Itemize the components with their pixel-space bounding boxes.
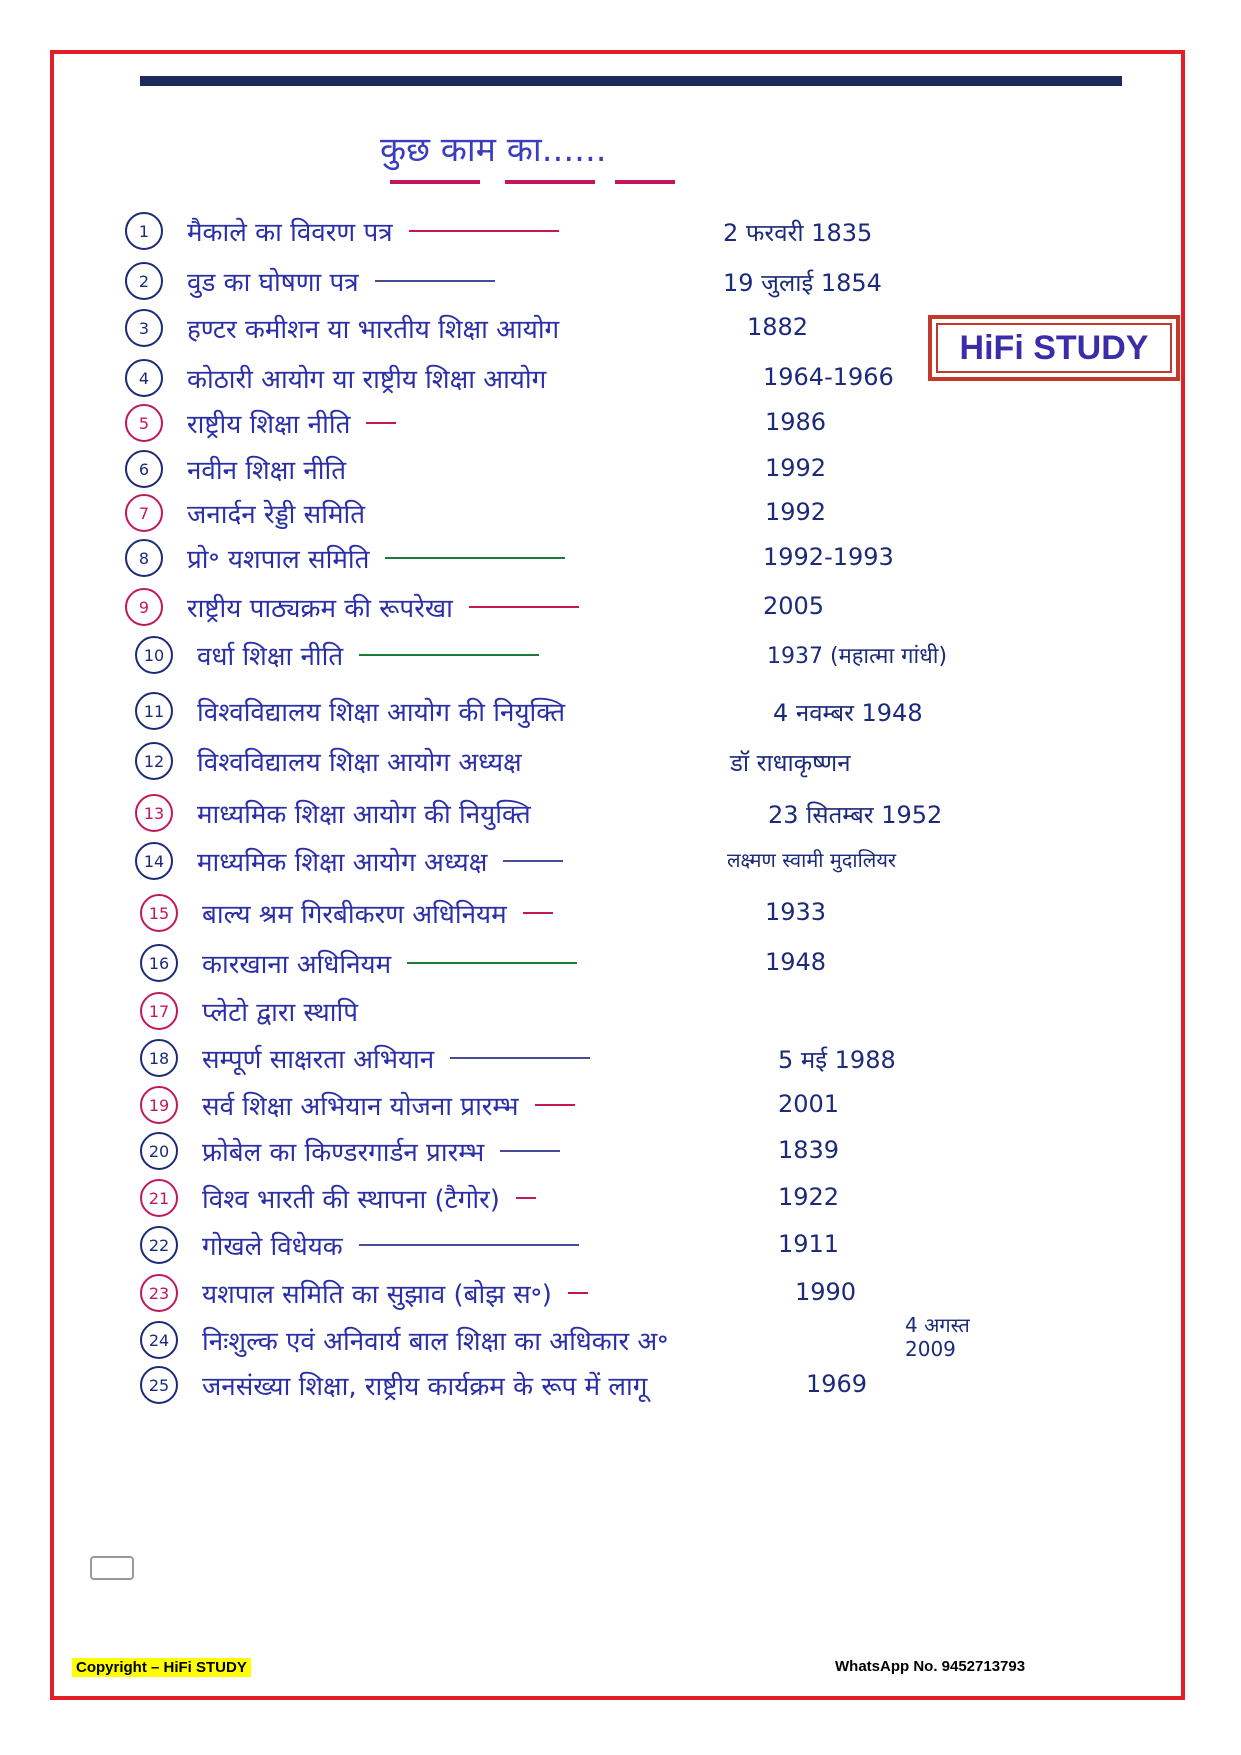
item-number: 9 — [125, 588, 163, 626]
item-text: कारखाना अधिनियम — [202, 950, 392, 980]
item-text: फ्रोबेल का किण्डरगार्डन प्रारम्भ — [202, 1138, 485, 1168]
list-item — [140, 1082, 1140, 1128]
list-item — [125, 535, 1125, 581]
item-number: 24 — [140, 1321, 178, 1359]
item-value: 1933 — [765, 898, 827, 926]
item-text: विश्वविद्यालय शिक्षा आयोग की नियुक्ति — [197, 698, 566, 728]
list-item — [135, 838, 1135, 884]
item-text: राष्ट्रीय पाठ्यक्रम की रूपरेखा — [187, 594, 453, 624]
item-value: 1992-1993 — [763, 543, 894, 571]
item-number: 12 — [135, 742, 173, 780]
item-text: जनार्दन रेड्डी समिति — [187, 500, 366, 530]
list-item — [125, 208, 1125, 254]
leader-line — [503, 860, 563, 862]
item-value: 2001 — [778, 1090, 840, 1118]
item-text: हण्टर कमीशन या भारतीय शिक्षा आयोग — [187, 315, 560, 345]
leader-line — [375, 280, 495, 282]
item-text: बाल्य श्रम गिरबीकरण अधिनियम — [202, 900, 507, 930]
item-text: राष्ट्रीय शिक्षा नीति — [187, 410, 351, 440]
title-underline — [505, 180, 595, 184]
list-item — [140, 1362, 1140, 1408]
leader-line — [516, 1197, 536, 1199]
item-number: 20 — [140, 1132, 178, 1170]
list-item — [140, 940, 1140, 986]
item-text: माध्यमिक शिक्षा आयोग की नियुक्ति — [197, 800, 531, 830]
item-text: सर्व शिक्षा अभियान योजना प्रारम्भ — [202, 1092, 519, 1122]
item-number: 5 — [125, 404, 163, 442]
item-value: 2 फरवरी 1835 — [723, 219, 873, 247]
leader-line — [450, 1057, 590, 1059]
item-value: 1969 — [806, 1370, 868, 1398]
item-number: 4 — [125, 359, 163, 397]
item-text: विश्वविद्यालय शिक्षा आयोग अध्यक्ष — [197, 748, 522, 778]
leader-line — [535, 1104, 575, 1106]
item-number: 23 — [140, 1274, 178, 1312]
item-text: कोठारी आयोग या राष्ट्रीय शिक्षा आयोग — [187, 365, 547, 395]
list-item — [125, 400, 1125, 446]
item-value: 1937 (महात्मा गांधी) — [767, 644, 948, 669]
list-item — [125, 584, 1125, 630]
item-number: 19 — [140, 1086, 178, 1124]
item-value: 1986 — [765, 408, 827, 436]
item-value: 5 मई 1988 — [778, 1046, 896, 1074]
item-value: 4 अगस्त 2009 — [905, 1313, 970, 1361]
corner-mark — [90, 1556, 134, 1580]
list-item — [140, 1175, 1140, 1221]
item-value: 2005 — [763, 592, 825, 620]
leader-line — [469, 606, 579, 608]
item-value: 1882 — [747, 313, 809, 341]
item-value: लक्ष्मण स्वामी मुदालियर — [727, 848, 897, 872]
leader-line — [366, 422, 396, 424]
item-number: 8 — [125, 539, 163, 577]
page-top-strip — [140, 76, 1122, 86]
item-text: विश्व भारती की स्थापना (टैगोर) — [202, 1185, 500, 1215]
item-value: 1992 — [765, 454, 827, 482]
item-number: 11 — [135, 692, 173, 730]
copyright-notice: Copyright – HiFi STUDY — [72, 1658, 251, 1677]
leader-line — [407, 962, 577, 964]
item-number: 10 — [135, 636, 173, 674]
item-value: 1922 — [778, 1183, 840, 1211]
list-item — [125, 258, 1125, 304]
list-item — [140, 988, 1140, 1034]
list-item — [140, 1222, 1140, 1268]
leader-line — [500, 1150, 560, 1152]
item-number: 3 — [125, 309, 163, 347]
list-item — [125, 446, 1125, 492]
list-item — [135, 790, 1135, 836]
watermark-badge — [928, 315, 1180, 381]
list-item — [125, 490, 1125, 536]
list-item — [140, 1128, 1140, 1174]
item-text: सम्पूर्ण साक्षरता अभियान — [202, 1045, 435, 1075]
item-value: 1990 — [795, 1278, 857, 1306]
item-text: जनसंख्या शिक्षा, राष्ट्रीय कार्यक्रम के रूप में लागू — [202, 1372, 648, 1402]
list-item — [140, 890, 1140, 936]
leader-line — [359, 1244, 579, 1246]
item-text: वर्धा शिक्षा नीति — [197, 642, 344, 672]
item-number: 6 — [125, 450, 163, 488]
item-number: 2 — [125, 262, 163, 300]
title-underline — [390, 180, 480, 184]
leader-line — [385, 557, 565, 559]
item-value: 1911 — [778, 1230, 840, 1258]
item-number: 25 — [140, 1366, 178, 1404]
item-text: यशपाल समिति का सुझाव (बोझ स॰) — [202, 1280, 552, 1310]
leader-line — [409, 230, 559, 232]
list-item — [135, 738, 1135, 784]
page-title: कुछ काम का...... — [380, 130, 607, 170]
item-value: 1948 — [765, 948, 827, 976]
item-value: डॉ राधाकृष्णन — [730, 749, 851, 777]
item-value: 1839 — [778, 1136, 840, 1164]
item-number: 17 — [140, 992, 178, 1030]
item-value: 1964-1966 — [763, 363, 894, 391]
item-text: प्रो॰ यशपाल समिति — [187, 545, 370, 575]
item-text: वुड का घोषणा पत्र — [187, 268, 359, 298]
item-number: 14 — [135, 842, 173, 880]
item-text: माध्यमिक शिक्षा आयोग अध्यक्ष — [197, 848, 488, 878]
item-number: 22 — [140, 1226, 178, 1264]
item-text: निःशुल्क एवं अनिवार्य बाल शिक्षा का अधिकार अ॰ — [202, 1327, 669, 1357]
leader-line — [523, 912, 553, 914]
item-number: 16 — [140, 944, 178, 982]
leader-line — [359, 654, 539, 656]
item-number: 7 — [125, 494, 163, 532]
list-item — [135, 688, 1135, 734]
item-text: प्लेटो द्वारा स्थापि — [202, 998, 358, 1028]
list-item — [140, 1270, 1140, 1316]
item-number: 13 — [135, 794, 173, 832]
list-item — [135, 632, 1135, 678]
item-text: गोखले विधेयक — [202, 1232, 343, 1262]
item-number: 18 — [140, 1039, 178, 1077]
item-text: नवीन शिक्षा नीति — [187, 456, 347, 486]
badge-text: HiFi STUDY — [959, 328, 1149, 367]
item-value: 1992 — [765, 498, 827, 526]
item-number: 15 — [140, 894, 178, 932]
item-number: 1 — [125, 212, 163, 250]
title-underline — [615, 180, 675, 184]
whatsapp-number: WhatsApp No. 9452713793 — [835, 1658, 1026, 1675]
item-number: 21 — [140, 1179, 178, 1217]
leader-line — [568, 1292, 588, 1294]
item-text: मैकाले का विवरण पत्र — [187, 218, 393, 248]
item-value: 23 सितम्बर 1952 — [768, 801, 943, 829]
list-item — [140, 1035, 1140, 1081]
item-value: 19 जुलाई 1854 — [723, 269, 882, 297]
item-value: 4 नवम्बर 1948 — [773, 699, 923, 727]
